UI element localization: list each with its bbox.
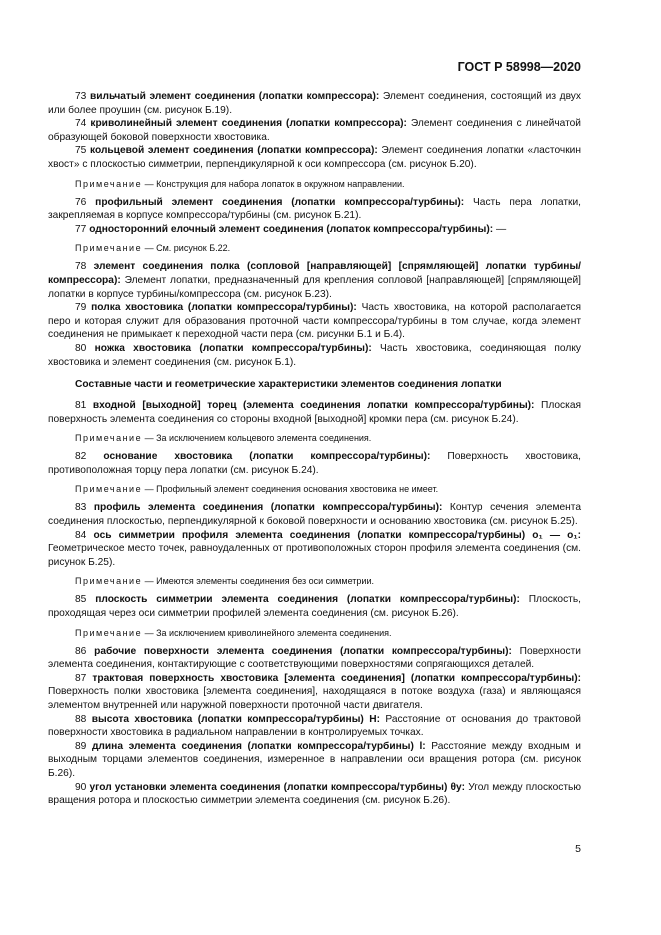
term-entry: 76 профильный элемент соединения (лопатки компрессора/турбины): Часть пера лопатки, закрепляемая в корпусе компрессора/турбины (см. рисунок Б.21). [48, 196, 581, 222]
term-entry: 88 высота хвостовика (лопатки компрессора/турбины) H: Расстояние от основания до трактовой поверхности хвостовика в радиальном направлении в контролируемых точках. [48, 713, 581, 739]
note: Примечание — Профильный элемент соединения основания хвостовика не имеет. [75, 484, 439, 495]
term-entry: 73 вильчатый элемент соединения (лопатки компрессора): Элемент соединения, состоящий из двух или более проушин (см. рисунок Б.19). [48, 91, 581, 116]
term-entry: 83 профиль элемента соединения (лопатки компрессора/турбины): Контур сечения элемента соединения плоскостью, перпендикулярной к боковой поверхности и основанию хвостовика (см. рисунок Б.25). [48, 502, 581, 528]
term-entry: 87 трактовая поверхность хвостовика [элемента соединения] (лопатки компрессора/турбины): Поверхность полки хвостовика [элемента соединения], находящаяся в потоке воздуха (газа) и являющаяся элементом внутренней или наружной поверхности проточной части двигателя. [48, 672, 581, 711]
note: Примечание — Конструкция для набора лопаток в окружном направлении. [75, 178, 405, 189]
term-entry: 78 элемент соединения полка (сопловой [направляющей] [спрямляющей] лопатки турбины/компрессора): Элемент лопатки, предназначенный для крепления сопловой [направляющей] [спрямляющей] лопатки в корпусе турбины/компрессора (см. рисунок Б.23). [48, 261, 581, 300]
term-entry: 82 основание хвостовика (лопатки компрессора/турбины): Поверхность хвостовика, противоположная торцу пера лопатки (см. рисунок Б.24). [48, 451, 582, 476]
term-entry: 90 угол установки элемента соединения (лопатки компрессора/турбины) θy: Угол между плоскостью вращения ротора и плоскостью симметрии элемента соединения (см. рисунок Б.26). [48, 781, 581, 807]
document-body [48, 90, 581, 808]
term-entry: 75 кольцевой элемент соединения (лопатки компрессора): Элемент соединения лопатки «ласточкин хвост» с плоскостью симметрии, перпендикулярной к оси компрессора (см. рисунок Б.20). [48, 145, 581, 170]
term-entry: 74 криволинейный элемент соединения (лопатки компрессора): Элемент соединения с линейчатой образующей боковой поверхности хвостовика. [48, 118, 581, 143]
note: Примечание — За исключением криволинейного элемента соединения. [75, 627, 392, 638]
term-entry: 80 ножка хвостовика (лопатки компрессора/турбины): Часть хвостовика, соединяющая полку хвостовика и элемент соединения (см. рисунок Б.1). [48, 342, 581, 368]
term-entry: 89 длина элемента соединения (лопатки компрессора/турбины) l: Расстояние между входным и выходным торцами элементов соединения, измеренное в направлении оси вращения ротора (см. рисунок Б.26). [48, 740, 581, 779]
term-entry: 85 плоскость симметрии элемента соединения (лопатки компрессора/турбины): Плоскость, проходящая через оси симметрии профилей элемента соединения (см. рисунок Б.26). [48, 594, 581, 620]
term-entry: 79 полка хвостовика (лопатки компрессора/турбины): Часть хвостовика, на которой располагается перо и которая служит для образования проточной части компрессора/турбины в том случае, когда элемент соединения не примыкает к переходной части пера (см. рисунки Б.1 и Б.4). [48, 302, 581, 341]
page-number: 5 [575, 843, 581, 855]
term-entry: 86 рабочие поверхности элемента соединения (лопатки компрессора/турбины): Поверхности элемента соединения, контактирующие с соответствующими поверхностями сопрягающихся деталей. [48, 645, 581, 671]
note: Примечание — Имеются элементы соединения без оси симметрии. [75, 576, 374, 587]
document-header: ГОСТ Р 58998—2020 [457, 60, 581, 74]
note: Примечание — См. рисунок Б.22. [75, 243, 231, 254]
term-entry: 81 входной [выходной] торец (элемента соединения лопатки компрессора/турбины): Плоская поверхность элемента соединения со стороны входной [выходной] кромки пера (см. рисунок Б.24). [48, 400, 582, 425]
term-entry: 77 односторонний елочный элемент соединения (лопаток компрессора/турбины): — [75, 223, 507, 235]
note: Примечание — За исключением кольцевого элемента соединения. [75, 433, 372, 444]
term-entry: 84 ось симметрии профиля элемента соединения (лопатки компрессора/турбины) o₁ — o₁: Геометрическое место точек, равноудаленных от противоположных сторон профиля элемента соединения (см. рисунок Б.25). [48, 529, 581, 568]
section-title: Составные части и геометрические характеристики элементов соединения лопатки [75, 379, 502, 391]
